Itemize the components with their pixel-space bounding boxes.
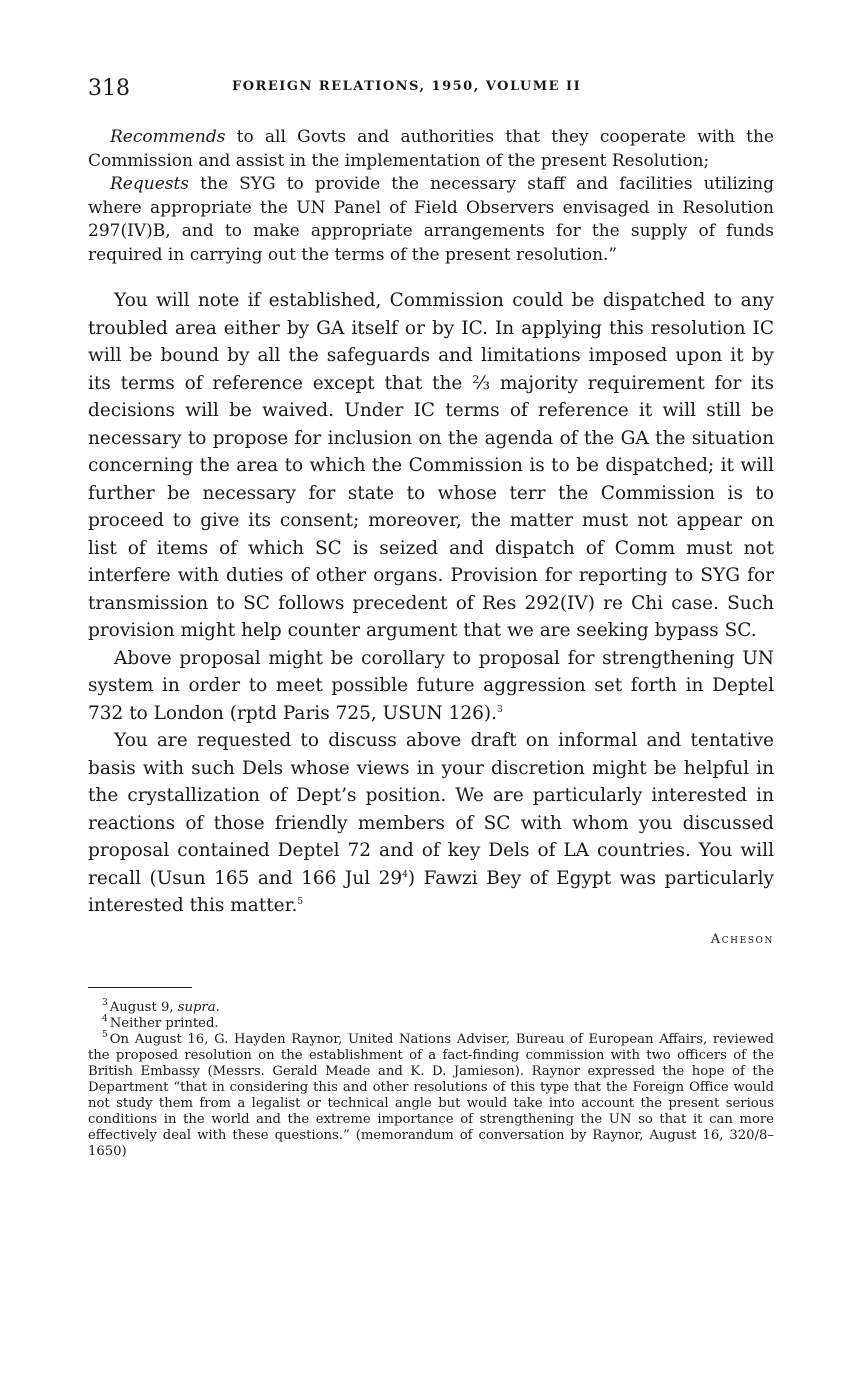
- body-paragraph: Above proposal might be corollary to proposal for strengthening UN system in order to meet possible future aggression set forth in Deptel 732 to London (rptd Paris 725, USUN 126).$^3$: [88, 647, 774, 724]
- page-header: [88, 76, 774, 102]
- footnote: $^5$ On August 16, G. Hayden Raynor, United Nations Adviser, Bureau of European Affairs, reviewed the proposed resolution on the establishment of a fact-finding commission with two officers of the British Embassy (Messrs. Gerald Meade and K. D. Jamieson). Raynor expressed the hope of the Department “that in considering this and other resolutions of this type that the Foreign Office would not study them from a legalist or technical angle but would take into account the present serious conditions in the world and the extreme importance of strengthening the UN so that it can more effectively deal with these questions.” (memorandum of conversation by Raynor, August 16, 320/8–1650): [88, 1030, 774, 1159]
- running-head: FOREIGN RELATIONS, 1950, VOLUME II: [232, 79, 582, 94]
- quote-paragraph: Recommends to all Govts and authorities that they cooperate with the Commission and assist in the implementation of the present Resolution;: [88, 127, 774, 171]
- body-paragraph: You are requested to discuss above draft on informal and tentative basis with such Dels whose views in your discretion might be helpful in the crystallization of Dept’s position. We are particularly interested in reactions of those friendly members of SC with whom you discussed proposal contained Deptel 72 and of key Dels of LA countries. You will recall (Usun 165 and 166 Jul $29^4$) Fawzi Bey of Egypt was particularly interested this matter.$^5$: [88, 730, 774, 916]
- footnote-divider: [88, 987, 192, 988]
- footnote: $^4$ Neither printed.: [102, 1014, 219, 1031]
- footnotes: [88, 1000, 774, 1160]
- footnote: $^3$ August 9, supra.: [102, 998, 220, 1015]
- telegram-body: [88, 287, 774, 920]
- body-paragraph: You will note if established, Commission could be dispatched to any troubled area either by GA itself or by IC. In applying this resolution IC will be bound by all the safeguards and limitations imposed upon it by its terms of reference except that the ⅔ majority requirement for its decisions will be waived. Under IC terms of reference it will still be necessary to propose for inclusion on the agenda of the GA the situation concerning the area to which the Commission is to be dispatched; it will further be necessary for state to whose terr the Commission is to proceed to give its consent; moreover, the matter must not appear on list of items of which SC is seized and dispatch of Comm must not interfere with duties of other organs. Provision for reporting to SYG for transmission to SC follows precedent of Res 292(IV) re Chi case. Such provision might help counter argument that we are seeking bypass SC.: [88, 290, 774, 641]
- quote-lead-word: Requests: [110, 174, 190, 194]
- footnote-reference: 5: [297, 896, 304, 907]
- quote-paragraph: Requests the SYG to provide the necessary staff and facilities utilizing where appropriate the UN Panel of Field Observers envisaged in Resolution 297(IV)B, and to make appropriate arrangements for the supply of funds required in carrying out the terms of the present resolution.”: [88, 174, 774, 265]
- page-number: 318: [88, 76, 130, 101]
- quoted-resolution: [88, 126, 774, 267]
- quote-lead-word: Recommends: [110, 127, 226, 147]
- footnote-reference: 3: [497, 704, 503, 715]
- document-page: [88, 76, 774, 1160]
- footnote-reference: 4: [402, 869, 408, 880]
- signature: Acheson: [710, 931, 774, 947]
